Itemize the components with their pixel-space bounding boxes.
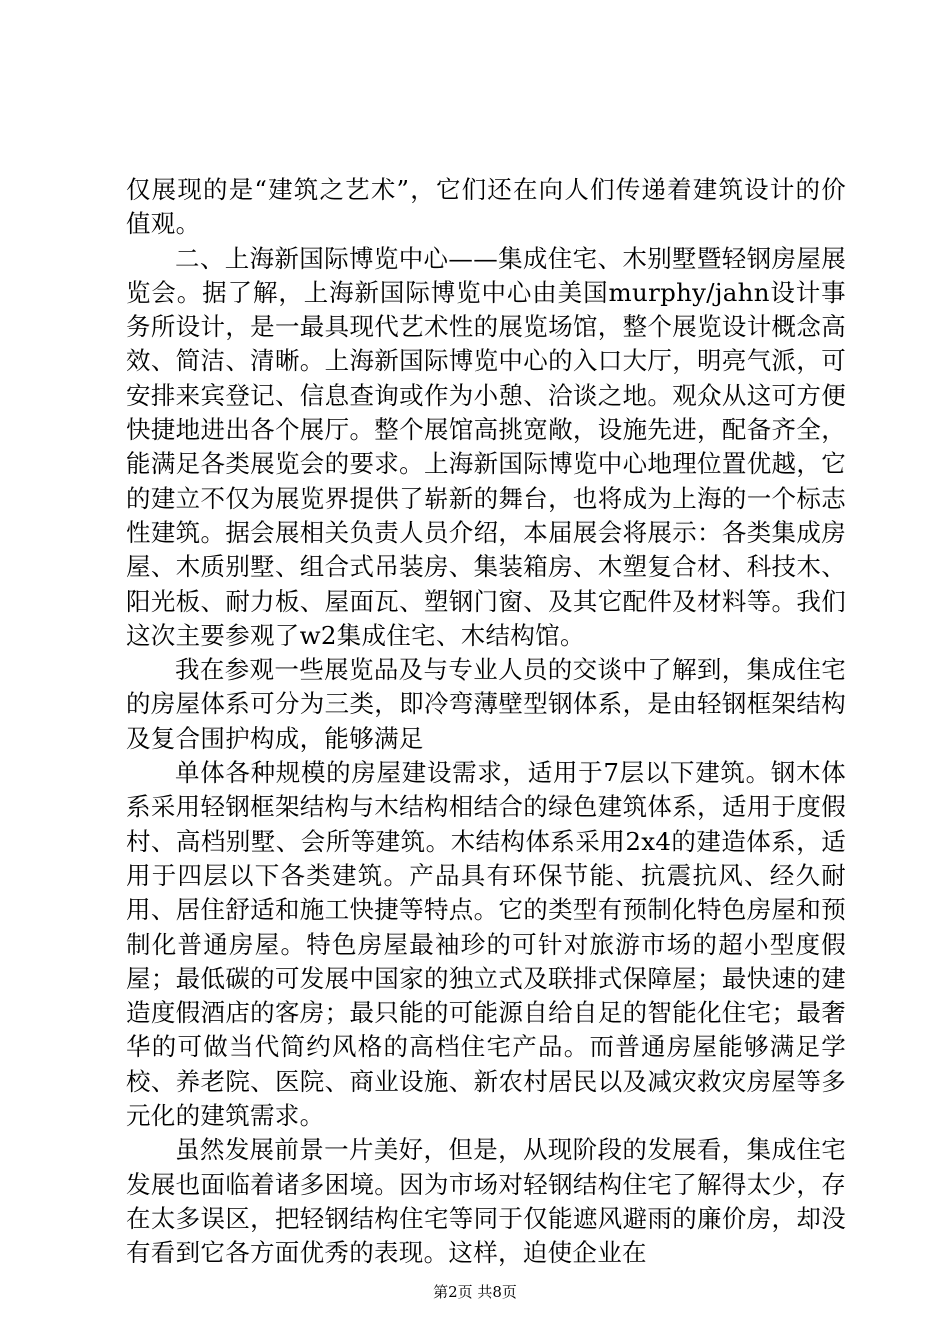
paragraph-5: 虽然发展前景一片美好，但是，从现阶段的发展看，集成住宅发展也面临着诸多困境。因为市场对轻钢结构住宅了解得太少，存在太多误区，把轻钢结构住宅等同于仅能遮风避雨的廉价房，却没有看到它各方面优秀的表现。这样，迫使企业在 xyxy=(126,1135,846,1268)
paragraph-1: 仅展现的是“建筑之艺术”，它们还在向人们传递着建筑设计的价值观。 xyxy=(126,175,846,239)
document-body xyxy=(126,173,846,1271)
paragraph-4: 单体各种规模的房屋建设需求，适用于7层以下建筑。钢木体系采用轻钢框架结构与木结构相结合的绿色建筑体系，适用于度假村、高档别墅、会所等建筑。木结构体系采用2x4的建造体系，适用于四层以下各类建筑。产品具有环保节能、抗震抗风、经久耐用、居住舒适和施工快捷等特点。它的类型有预制化特色房屋和预制化普通房屋。特色房屋最袖珍的可针对旅游市场的超小型度假屋；最低碳的可发展中国家的独立式及联排式保障屋；最快速的建造度假酒店的客房；最只能的可能源自给自足的智能化住宅；最奢华的可做当代简约风格的高档住宅产品。而普通房屋能够满足学校、养老院、医院、商业设施、新农村居民以及减灾救灾房屋等多元化的建筑需求。 xyxy=(126,758,846,1131)
paragraph-3: 我在参观一些展览品及与专业人员的交谈中了解到，集成住宅的房屋体系可分为三类，即冷弯薄壁型钢体系，是由轻钢框架结构及复合围护构成，能够满足 xyxy=(126,655,846,753)
paragraph-2: 二、上海新国际博览中心——集成住宅、木别墅暨轻钢房屋展览会。据了解，上海新国际博览中心由美国murphy/jahn设计事务所设计，是一最具现代艺术性的展览场馆，整个展览设计概念高效、简洁、清晰。上海新国际博览中心的入口大厅，明亮气派，可安排来宾登记、信息查询或作为小憩、洽谈之地。观众从这可方便快捷地进出各个展厅。整个展馆高挑宽敞，设施先进，配备齐全，能满足各类展览会的要求。上海新国际博览中心地理位置优越，它的建立不仅为展览界提供了崭新的舞台，也将成为上海的一个标志性建筑。据会展相关负责人员介绍，本届展会将展示：各类集成房屋、木质别墅、组合式吊装房、集装箱房、木塑复合材、科技木、阳光板、耐力板、屋面瓦、塑钢门窗、及其它配件及材料等。我们这次主要参观了w2集成住宅、木结构馆。 xyxy=(126,243,846,650)
page-footer xyxy=(0,1282,950,1302)
page-number-label: 第2页 共8页 xyxy=(433,1283,517,1301)
